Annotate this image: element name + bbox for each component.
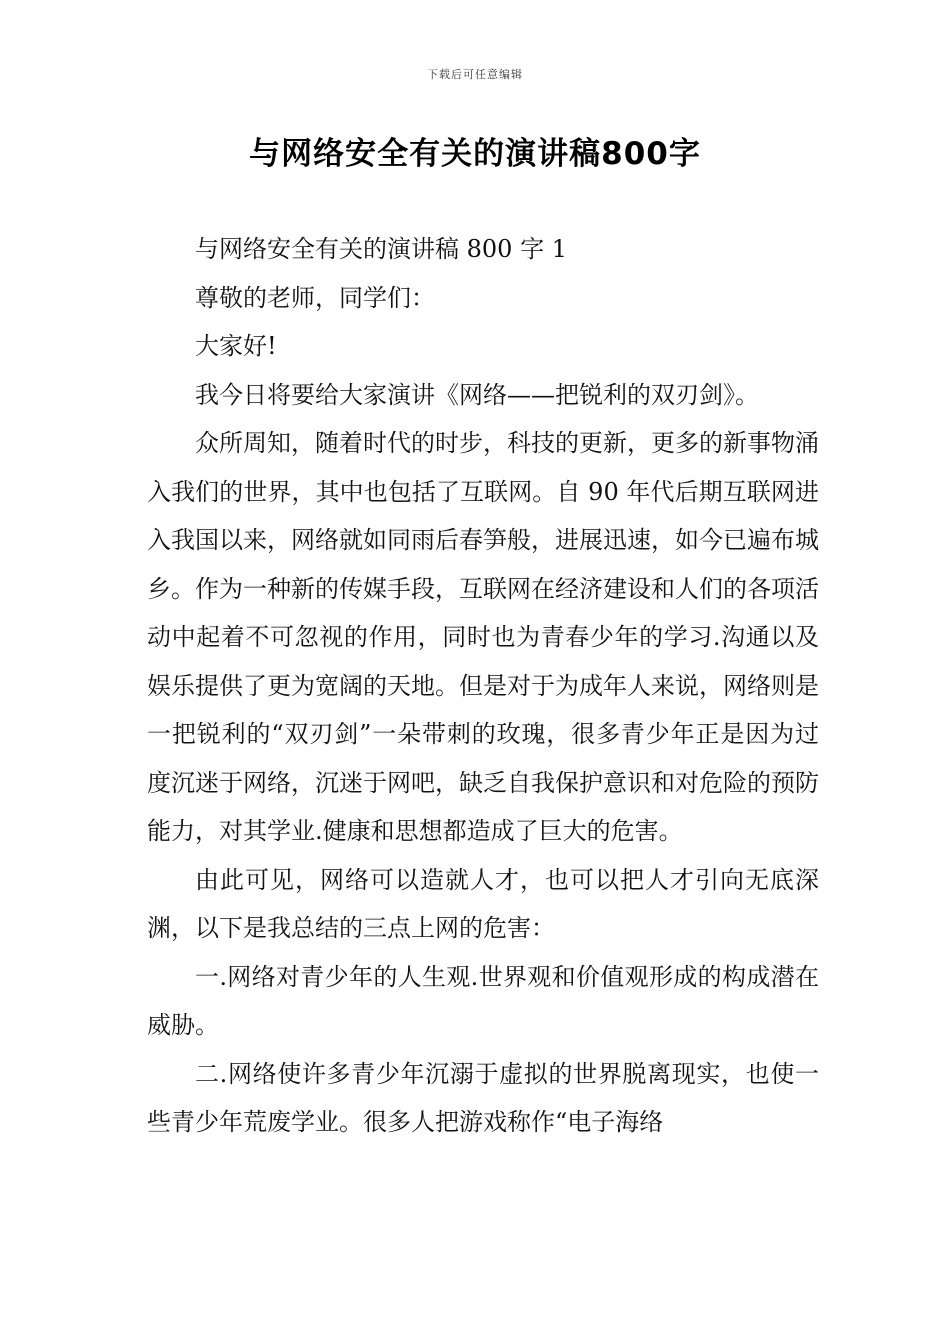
header-note: 下载后可任意编辑 [427,68,523,81]
paragraph-body-1: 众所周知，随着时代的时步，科技的更新，更多的新事物涌入我们的世界，其中也包括了互联网。自 90 年代后期互联网进入我国以来，网络就如同雨后春笋般，进展迅速，如今已遍布城乡。作为一种新的传媒手段，互联网在经济建设和人们的各项活动中起着不可忽视的作用，同时也为青春少年的学习.沟通以及娱乐提供了更为宽阔的天地。但是对于为成年人来说，网络则是一把锐利的“双刃剑”一朵带刺的玫瑰，很多青少年正是因为过度沉迷于网络，沉迷于网吧，缺乏自我保护意识和对危险的预防能力，对其学业.健康和思想都造成了巨大的危害。 [147,429,819,845]
document-title: 与网络安全有关的演讲稿800字 [249,136,701,172]
paragraph-intro: 我今日将要给大家演讲《网络——把锐利的双刃剑》。 [195,380,759,409]
paragraph-body-2: 由此可见，网络可以造就人才，也可以把人才引向无底深渊，以下是我总结的三点上网的危害： [147,865,819,942]
paragraph-salutation: 尊敬的老师，同学们： [195,283,435,312]
paragraph-subtitle: 与网络安全有关的演讲稿 800 字 1 [195,235,567,263]
document-body [147,225,819,1147]
paragraph-point-1: 一.网络对青少年的人生观.世界观和价值观形成的构成潜在威胁。 [147,962,819,1039]
paragraph-point-2: 二.网络使许多青少年沉溺于虚拟的世界脱离现实，也使一些青少年荒废学业。很多人把游戏称作“电子海络 [147,1059,819,1136]
paragraph-greeting: 大家好! [195,332,277,360]
